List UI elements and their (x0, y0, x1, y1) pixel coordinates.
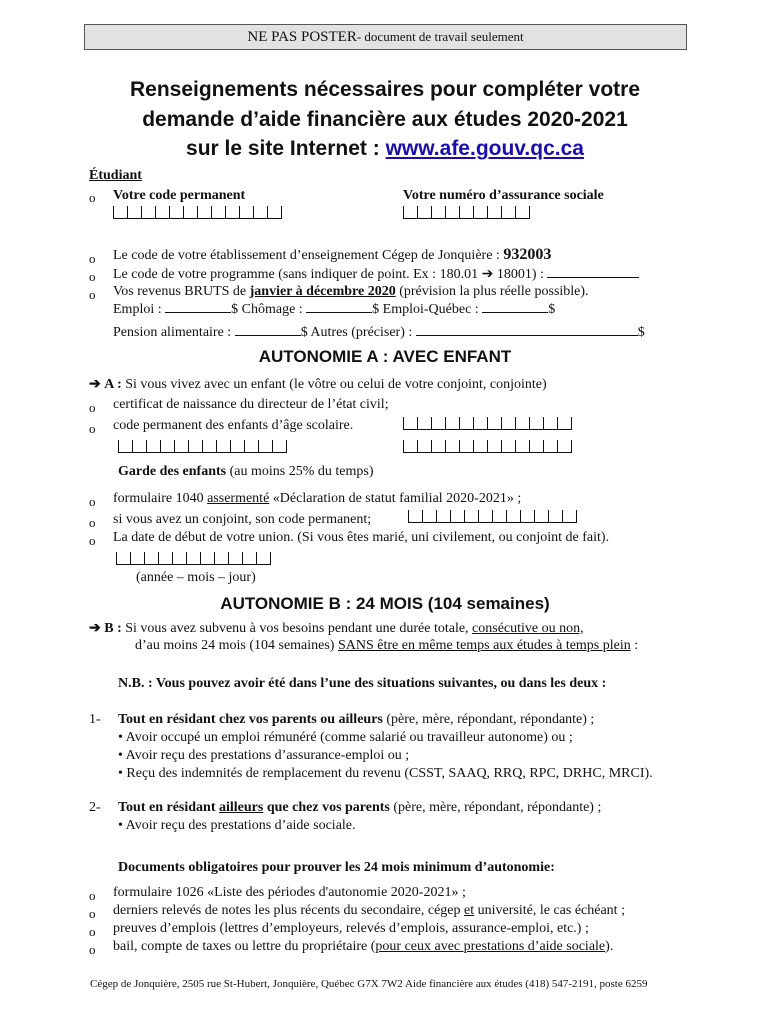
document-1: formulaire 1026 «Liste des périodes d'autonomie 2020-2021» ; (113, 885, 466, 900)
union-date-field[interactable] (116, 552, 271, 568)
banner-sub: - document de travail seulement (356, 29, 524, 44)
enfant-code-field-3[interactable] (403, 440, 572, 456)
title-line-2: demande d’aide financière aux études 2020-2021 (142, 108, 628, 131)
bullet: o (89, 515, 96, 530)
bullet: o (89, 494, 96, 509)
situation-2-number: 2- (89, 800, 101, 815)
situation-1-bullet-3: • Reçu des indemnités de remplacement du revenu (CSST, SAAQ, RRQ, RPC, DRHC, MRCI). (118, 766, 653, 781)
etablissement-line: Le code de votre établissement d’enseignement Cégep de Jonquière : 932003 (113, 246, 552, 263)
bullet: o (89, 190, 96, 205)
footer: Cégep de Jonquière, 2505 rue St-Hubert, Jonquière, Québec G7X 7W2 Aide financière aux études (418) 547-2191, poste 6259 (90, 978, 648, 990)
pension-field[interactable] (235, 335, 301, 336)
nas-field[interactable] (403, 206, 530, 222)
autonomie-a-item-1: certificat de naissance du directeur de l’état civil; (113, 397, 389, 412)
code-permanent-label: Votre code permanent (113, 188, 246, 203)
nas-label: Votre numéro d’assurance sociale (403, 188, 604, 203)
website-link[interactable]: www.afe.gouv.qc.ca (385, 137, 584, 160)
document-3: preuves d’emplois (lettres d’employeurs, relevés d’emplois, assurance-emploi, etc.) ; (113, 921, 589, 936)
bullet: o (89, 942, 96, 957)
documents-heading: Documents obligatoires pour prouver les 24 mois minimum d’autonomie: (118, 860, 555, 875)
revenus-fields: Emploi : $ Chômage : $ Emploi-Québec : $ (113, 302, 556, 317)
situation-2: Tout en résidant ailleurs que chez vos parents (père, mère, répondant, répondante) ; (118, 800, 602, 815)
document-4: bail, compte de taxes ou lettre du propriétaire (pour ceux avec prestations d’aide sociale). (113, 939, 614, 954)
garde-enfants: Garde des enfants (au moins 25% du temps) (118, 464, 374, 479)
autonomie-b-heading: AUTONOMIE B : 24 MOIS (104 semaines) (220, 594, 550, 613)
bullet: o (89, 533, 96, 548)
revenus-line: Vos revenus BRUTS de janvier à décembre 2020 (prévision la plus réelle possible). (113, 284, 589, 299)
autres-field[interactable] (416, 335, 638, 336)
bullet: o (89, 888, 96, 903)
situation-1: Tout en résidant chez vos parents ou ailleurs (père, mère, répondant, répondante) ; (118, 712, 595, 727)
enfant-code-field-1[interactable] (403, 417, 572, 433)
emploi-quebec-field[interactable] (482, 312, 548, 313)
document-2: derniers relevés de notes les plus récents du secondaire, cégep et université, le cas échéant ; (113, 903, 625, 918)
autonomie-a-heading: AUTONOMIE A : AVEC ENFANT (258, 347, 512, 366)
situation-1-bullet-1: • Avoir occupé un emploi rémunéré (comme salarié ou travailleur autonome) ou ; (118, 730, 573, 745)
nb-note: N.B. : Vous pouvez avoir été dans l’une des situations suivantes, ou dans les deux : (118, 676, 607, 691)
situation-1-bullet-2: • Avoir reçu des prestations d’assurance-emploi ou ; (118, 748, 410, 763)
pension-line: Pension alimentaire : $ Autres (préciser) : $ (113, 325, 645, 340)
banner-main: NE PAS POSTER (247, 29, 357, 45)
enfant-code-field-2[interactable] (118, 440, 287, 456)
date-hint: (année – mois – jour) (136, 570, 256, 585)
autonomie-a-item-2: code permanent des enfants d’âge scolaire. (113, 418, 354, 433)
etablissement-code: 932003 (503, 246, 552, 263)
chomage-field[interactable] (306, 312, 372, 313)
bullet: o (89, 400, 96, 415)
situation-1-number: 1- (89, 712, 101, 727)
bullet: o (89, 287, 96, 302)
code-permanent-field[interactable] (113, 206, 282, 222)
student-heading: Étudiant (89, 168, 142, 183)
situation-2-bullet-1: • Avoir reçu des prestations d’aide sociale. (118, 818, 356, 833)
bullet: o (89, 421, 96, 436)
title-line-1: Renseignements nécessaires pour compléter votre (129, 78, 641, 101)
bullet: o (89, 924, 96, 939)
bullet: o (89, 269, 96, 284)
autonomie-a-item-5: La date de début de votre union. (Si vous êtes marié, uni civilement, ou conjoint de fait). (113, 530, 610, 545)
title-line-3: sur le site Internet : www.afe.gouv.qc.ca (186, 137, 584, 160)
draft-banner (84, 24, 687, 50)
autonomie-a-lead: ➔ A : Si vous vivez avec un enfant (le vôtre ou celui de votre conjoint, conjointe) (89, 377, 547, 392)
autonomie-b-lead: ➔ B : Si vous avez subvenu à vos besoins pendant une durée totale, consécutive ou non, (89, 621, 584, 636)
programme-line: Le code de votre programme (sans indiquer de point. Ex : 180.01 ➔ 18001) : (113, 266, 639, 283)
bullet: o (89, 906, 96, 921)
arrow-icon: ➔ (89, 621, 101, 636)
bullet: o (89, 251, 96, 266)
autonomie-a-item-3: formulaire 1040 assermenté «Déclaration de statut familial 2020-2021» ; (113, 491, 522, 506)
conjoint-code-field[interactable] (408, 510, 577, 526)
autonomie-a-item-4: si vous avez un conjoint, son code permanent; (113, 512, 372, 527)
programme-field[interactable] (547, 277, 639, 278)
emploi-field[interactable] (165, 312, 231, 313)
autonomie-b-line-2: d’au moins 24 mois (104 semaines) SANS être en même temps aux études à temps plein : (135, 638, 639, 653)
arrow-icon: ➔ (481, 267, 494, 282)
arrow-icon: ➔ (89, 377, 101, 392)
